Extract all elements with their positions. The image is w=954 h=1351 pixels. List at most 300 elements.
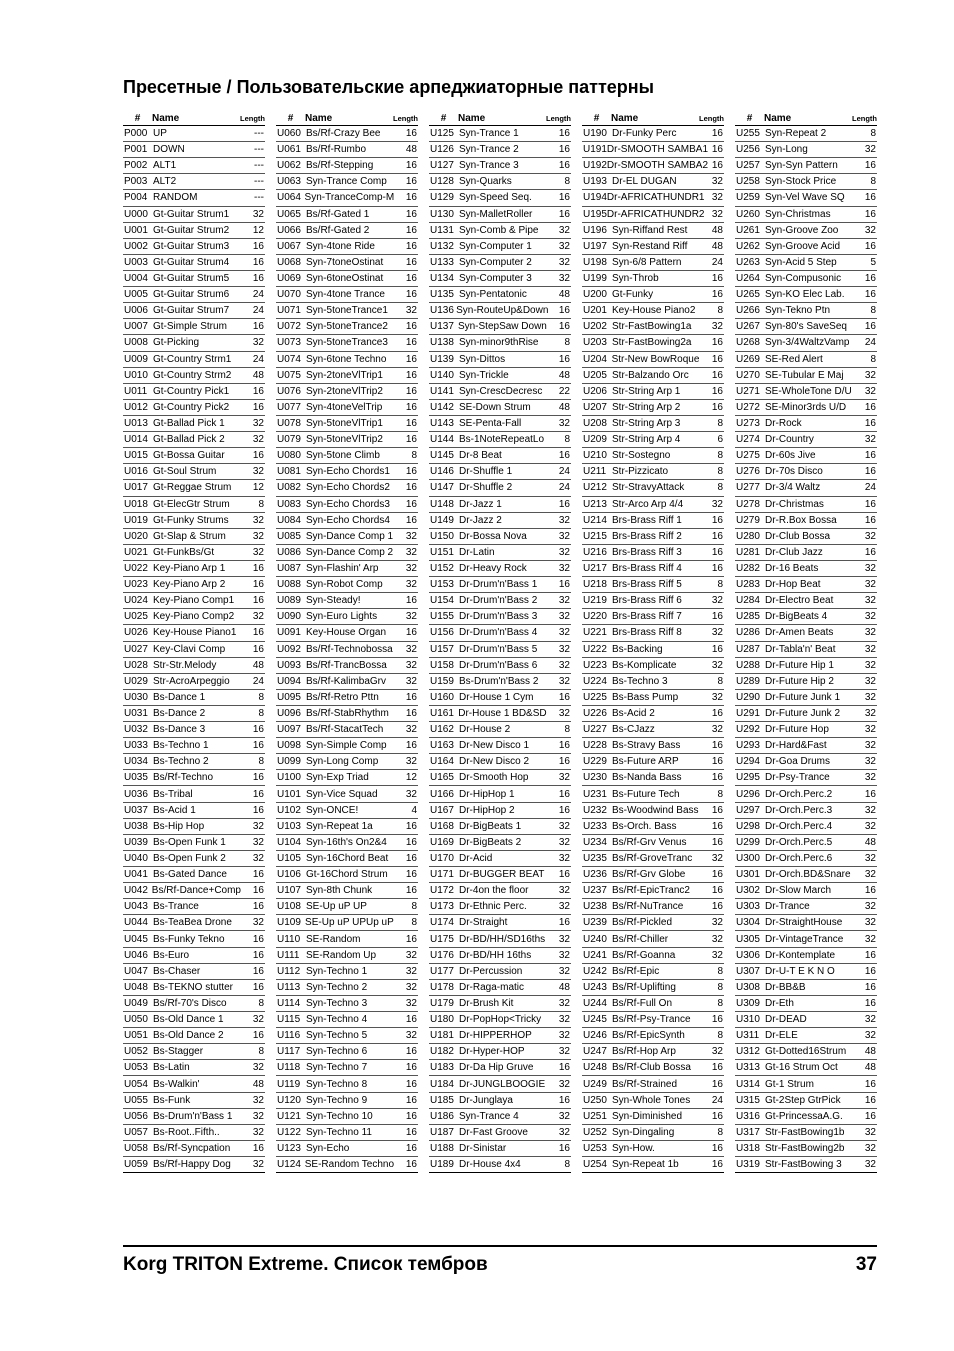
pattern-length: 24	[252, 675, 264, 687]
pattern-name: Bs-Open Funk 2	[153, 852, 226, 864]
pattern-number: U087	[277, 563, 301, 574]
pattern-name: Dr-Latin	[459, 546, 495, 558]
table-row	[276, 239, 418, 255]
table-row	[582, 384, 724, 400]
pattern-number: U084	[277, 514, 301, 526]
pattern-number: U181	[430, 1030, 454, 1042]
pattern-number: U194	[583, 192, 607, 204]
pattern-name: Dr-60s Jive	[765, 450, 816, 462]
table-row	[582, 658, 724, 674]
pattern-number: U116	[277, 1030, 301, 1042]
header-name: Name	[458, 113, 486, 124]
pattern-length: 16	[405, 401, 417, 413]
table-row	[276, 658, 418, 674]
pattern-name: Dr-BUGGER BEAT	[459, 869, 545, 881]
pattern-name: Syn-Computer 1	[459, 240, 532, 252]
pattern-table-3	[429, 109, 571, 1173]
pattern-number: U056	[124, 1110, 148, 1122]
pattern-number: U097	[277, 724, 301, 736]
table-row	[429, 1109, 571, 1125]
pattern-number: U227	[583, 724, 607, 736]
table-row	[582, 1028, 724, 1044]
pattern-length: 16	[711, 707, 723, 719]
table-row	[735, 352, 877, 368]
table-row	[582, 642, 724, 658]
pattern-name: Bs/Rf-NuTrance	[612, 901, 684, 913]
pattern-name: Syn-2toneVlTrip2	[306, 385, 383, 397]
pattern-number: U287	[736, 643, 760, 655]
pattern-number: U160	[430, 691, 454, 703]
pattern-length: 16	[252, 981, 264, 993]
table-row	[276, 432, 418, 448]
pattern-number: U060	[277, 128, 301, 140]
pattern-name: Syn-Tekno Ptn	[765, 305, 831, 317]
table-row	[429, 642, 571, 658]
pattern-number: U001	[124, 224, 148, 236]
pattern-length: 32	[558, 852, 570, 864]
table-row	[276, 223, 418, 239]
pattern-length: 4	[411, 804, 417, 816]
pattern-name: Syn-Riffand Rest	[612, 224, 688, 236]
table-row	[735, 803, 877, 819]
pattern-length: 32	[405, 1030, 417, 1042]
pattern-length: 32	[558, 418, 570, 430]
pattern-length: 32	[864, 820, 876, 832]
pattern-name: Bs-Euro	[153, 949, 190, 961]
pattern-length: 16	[558, 804, 570, 816]
pattern-length: 16	[405, 1046, 417, 1058]
pattern-number: U218	[583, 579, 607, 591]
pattern-name: Bs-1NoteRepeatLo	[459, 434, 545, 446]
pattern-name: Syn-Compusonic	[765, 273, 842, 285]
table-row	[735, 1141, 877, 1157]
table-row	[735, 158, 877, 174]
pattern-length: 16	[558, 579, 570, 591]
pattern-name: Bs-Acid 1	[153, 804, 196, 816]
pattern-length: 32	[864, 917, 876, 929]
pattern-length: 16	[252, 949, 264, 961]
pattern-name: Dr-Future Hop	[765, 724, 829, 736]
pattern-length: 32	[405, 579, 417, 591]
pattern-length: 32	[405, 611, 417, 623]
table-row	[429, 207, 571, 223]
table-row	[276, 174, 418, 190]
pattern-number: U251	[583, 1110, 607, 1122]
table-row	[276, 190, 418, 206]
table-row	[735, 706, 877, 722]
pattern-name: Bs-Latin	[153, 1062, 190, 1074]
pattern-number: U186	[430, 1110, 454, 1122]
pattern-number: U297	[736, 804, 760, 816]
pattern-name: Brs-Brass Riff 2	[612, 530, 682, 542]
pattern-number: U309	[736, 997, 760, 1009]
pattern-length: 32	[711, 208, 723, 220]
pattern-number: U038	[124, 820, 148, 832]
pattern-number: U138	[430, 337, 454, 349]
pattern-name: Dr-AFRICATHUNDR2	[606, 208, 705, 220]
pattern-length: ---	[254, 192, 264, 204]
pattern-length: 48	[558, 289, 570, 301]
pattern-length: 16	[405, 418, 417, 430]
table-row	[735, 480, 877, 496]
pattern-name: Syn-How.	[612, 1142, 655, 1154]
pattern-number: U105	[277, 852, 301, 864]
pattern-number: U009	[124, 353, 148, 365]
pattern-name: Syn-Flashin' Arp	[306, 563, 379, 574]
pattern-number: U031	[124, 707, 148, 719]
pattern-number: U090	[277, 611, 301, 623]
pattern-number: U008	[124, 337, 148, 349]
table-row	[123, 174, 265, 190]
footer-title: Korg TRITON Extreme. Список тембров	[123, 1254, 488, 1275]
pattern-number: U157	[430, 643, 454, 655]
table-row	[735, 835, 877, 851]
pattern-length: 32	[558, 1030, 570, 1042]
table-row	[582, 1093, 724, 1109]
pattern-name: Syn-MalletRoller	[459, 208, 533, 220]
pattern-length: 32	[405, 965, 417, 977]
pattern-length: 16	[252, 595, 264, 607]
pattern-name: Syn-Acid 5 Step	[765, 256, 837, 268]
pattern-name: Dr-Drum'n'Bass 6	[459, 659, 538, 671]
table-row	[429, 593, 571, 609]
table-row	[429, 786, 571, 802]
table-row	[735, 255, 877, 271]
table-row	[429, 577, 571, 593]
pattern-number: U155	[430, 611, 454, 623]
pattern-length: 16	[711, 289, 723, 301]
pattern-length: 32	[711, 691, 723, 703]
pattern-length: 32	[864, 530, 876, 542]
pattern-name: Syn-Echo	[306, 1142, 350, 1154]
pattern-length: 32	[558, 563, 570, 574]
table-row	[123, 400, 265, 416]
pattern-name: Dr-Heavy Rock	[459, 563, 527, 574]
pattern-number: U170	[430, 852, 454, 864]
pattern-number: U069	[277, 273, 301, 285]
table-row	[735, 964, 877, 980]
table-row	[276, 819, 418, 835]
pattern-length: 24	[252, 353, 264, 365]
pattern-length: 12	[252, 224, 264, 236]
pattern-length: 16	[252, 901, 264, 913]
pattern-length: 16	[864, 965, 876, 977]
pattern-number: U230	[583, 772, 607, 784]
pattern-length: 16	[711, 353, 723, 365]
pattern-number: U133	[430, 256, 454, 268]
pattern-number: U014	[124, 434, 148, 446]
table-row	[123, 1076, 265, 1092]
pattern-number: U182	[430, 1046, 454, 1058]
table-row	[276, 754, 418, 770]
pattern-number: U132	[430, 240, 454, 252]
pattern-number: U023	[124, 579, 148, 591]
pattern-length: 48	[711, 224, 723, 236]
table-row	[276, 996, 418, 1012]
pattern-length: 16	[252, 579, 264, 591]
pattern-length: 16	[864, 788, 876, 800]
pattern-length: 32	[558, 256, 570, 268]
table-row	[123, 480, 265, 496]
pattern-name: Dr-HIPPERHOP	[459, 1030, 532, 1042]
pattern-name: Syn-Pentatonic	[459, 289, 527, 301]
pattern-number: U047	[124, 965, 148, 977]
pattern-length: 32	[864, 691, 876, 703]
pattern-name: Dr-Funky Perc	[612, 128, 677, 140]
table-row	[123, 948, 265, 964]
pattern-length: 16	[405, 176, 417, 188]
pattern-number: U285	[736, 611, 760, 623]
pattern-number: U303	[736, 901, 760, 913]
pattern-length: 32	[558, 530, 570, 542]
table-row	[735, 738, 877, 754]
table-row	[276, 722, 418, 738]
pattern-number: U276	[736, 466, 760, 478]
pattern-name: Dr-U-T E K N O	[765, 965, 835, 977]
pattern-name: Gt-Simple Strum	[153, 321, 227, 333]
pattern-length: 32	[864, 901, 876, 913]
pattern-number: U000	[124, 208, 148, 220]
pattern-name: Bs/Rf-TrancBossa	[306, 659, 387, 671]
pattern-number: U095	[277, 691, 301, 703]
pattern-name: Dr-Tabla'n' Beat	[765, 643, 836, 655]
pattern-name: Dr-Da Hip Gruve	[459, 1062, 534, 1074]
table-row	[735, 239, 877, 255]
pattern-name: Key-Piano Comp1	[153, 595, 235, 607]
pattern-length: 16	[558, 1142, 570, 1154]
table-row	[735, 432, 877, 448]
table-row	[735, 464, 877, 480]
pattern-length: 24	[711, 256, 723, 268]
table-row	[123, 1012, 265, 1028]
table-row	[582, 754, 724, 770]
pattern-name: SE-Tubular E Maj	[765, 369, 844, 381]
pattern-number: U101	[277, 788, 301, 800]
pattern-name: Syn-Echo Chords4	[306, 514, 390, 526]
pattern-name: Bs-Funky Tekno	[153, 933, 225, 945]
pattern-name: Bs-Walkin'	[153, 1078, 200, 1090]
pattern-number: U113	[277, 981, 301, 993]
table-row	[735, 1044, 877, 1060]
pattern-length: 16	[252, 385, 264, 397]
pattern-number: U192	[583, 160, 607, 172]
pattern-name: Bs-Techno 1	[153, 740, 209, 752]
table-row	[429, 271, 571, 287]
pattern-number: U054	[124, 1078, 148, 1090]
pattern-number: U114	[277, 997, 301, 1009]
table-row	[123, 319, 265, 335]
pattern-name: Dr-Orch.Perc.6	[765, 852, 833, 864]
table-row	[582, 964, 724, 980]
pattern-name: Syn-16Chord Beat	[306, 852, 389, 864]
header-name: Name	[611, 113, 639, 124]
table-row	[429, 1044, 571, 1060]
pattern-length: 32	[558, 885, 570, 897]
pattern-length: 16	[711, 836, 723, 848]
pattern-name: Syn-Dingaling	[612, 1126, 675, 1138]
table-row	[582, 835, 724, 851]
table-row	[123, 190, 265, 206]
table-row	[582, 335, 724, 351]
table-row	[429, 835, 571, 851]
table-row	[123, 867, 265, 883]
pattern-number: P000	[124, 128, 148, 140]
pattern-number: U190	[583, 128, 607, 140]
table-row	[735, 674, 877, 690]
pattern-name: Syn-Euro Lights	[306, 611, 378, 623]
table-row	[735, 1076, 877, 1092]
pattern-name: Syn-16th's On2&4	[306, 836, 387, 848]
table-row	[276, 529, 418, 545]
pattern-number: U254	[583, 1159, 607, 1171]
pattern-number: U076	[277, 385, 301, 397]
table-row	[276, 1028, 418, 1044]
pattern-length: 16	[864, 321, 876, 333]
pattern-number: U202	[583, 321, 607, 333]
pattern-name: Syn-80's SaveSeq	[765, 321, 847, 333]
table-row	[429, 319, 571, 335]
pattern-name: Bs/Rf-Rumbo	[306, 144, 367, 156]
pattern-number: U172	[430, 885, 454, 897]
pattern-number: U236	[583, 869, 607, 881]
pattern-number: U037	[124, 804, 148, 816]
table-row	[735, 642, 877, 658]
table-row	[276, 1093, 418, 1109]
pattern-name: Bs-Funk	[153, 1094, 191, 1106]
pattern-number: U229	[583, 756, 607, 768]
pattern-length: 8	[870, 305, 876, 317]
pattern-number: U269	[736, 353, 760, 365]
table-header	[429, 109, 571, 126]
pattern-name: Dr-Raga-matic	[459, 981, 525, 993]
pattern-length: 8	[717, 1030, 723, 1042]
pattern-name: Dr-Rock	[765, 418, 802, 430]
pattern-number: U168	[430, 820, 454, 832]
pattern-number: U022	[124, 563, 148, 574]
pattern-name: Syn-2toneVlTrip1	[306, 369, 383, 381]
pattern-number: U064	[277, 192, 301, 204]
table-row	[123, 384, 265, 400]
pattern-length: 32	[864, 1030, 876, 1042]
pattern-name: Dr-Amen Beats	[765, 627, 834, 639]
pattern-name: Bs-Future Tech	[612, 788, 680, 800]
pattern-length: 16	[864, 885, 876, 897]
pattern-table-2	[276, 109, 418, 1173]
table-row	[123, 287, 265, 303]
pattern-name: Dr-StraightHouse	[765, 917, 843, 929]
table-row	[429, 400, 571, 416]
table-row	[429, 867, 571, 883]
pattern-number: U223	[583, 659, 607, 671]
pattern-name: Gt-Funky Strums	[153, 514, 229, 526]
table-row	[735, 1125, 877, 1141]
pattern-number: U216	[583, 546, 607, 558]
table-row	[429, 899, 571, 915]
pattern-length: 16	[711, 514, 723, 526]
table-row	[429, 174, 571, 190]
pattern-name: Gt-Country Pick1	[153, 385, 230, 397]
pattern-length: 16	[405, 514, 417, 526]
pattern-name: Dr-BigBeats 1	[459, 820, 522, 832]
pattern-name: Dr-Drum'n'Bass 2	[459, 595, 538, 607]
pattern-length: 16	[405, 369, 417, 381]
table-row	[429, 770, 571, 786]
pattern-length: 32	[864, 659, 876, 671]
table-row	[582, 352, 724, 368]
table-row	[123, 803, 265, 819]
pattern-number: U317	[736, 1126, 760, 1138]
pattern-number: U257	[736, 160, 760, 172]
pattern-name: Dr-Percussion	[459, 965, 523, 977]
pattern-name: Syn-Echo Chords3	[306, 498, 390, 510]
pattern-number: U142	[430, 401, 454, 413]
table-row	[276, 642, 418, 658]
pattern-number: U179	[430, 997, 454, 1009]
pattern-number: U252	[583, 1126, 607, 1138]
pattern-name: Syn-4tone Trance	[306, 289, 385, 301]
pattern-name: UP	[153, 128, 167, 140]
pattern-name: Bs-Future ARP	[612, 756, 679, 768]
pattern-number: U187	[430, 1126, 454, 1138]
pattern-length: 32	[252, 1062, 264, 1074]
pattern-number: U034	[124, 756, 148, 768]
pattern-name: Gt-2Step GtrPick	[765, 1094, 841, 1106]
pattern-number: U302	[736, 885, 760, 897]
pattern-name: Key-House Piano1	[153, 627, 237, 639]
pattern-name: Dr-BD/HH 16ths	[459, 949, 532, 961]
pattern-number: U161	[430, 707, 454, 719]
table-row	[123, 964, 265, 980]
pattern-length: 16	[252, 240, 264, 252]
pattern-name: Gt-Guitar Strum1	[153, 208, 230, 220]
pattern-number: U059	[124, 1159, 148, 1171]
pattern-number: U011	[124, 385, 148, 397]
pattern-length: 32	[864, 740, 876, 752]
pattern-name: Syn-Dance Comp 1	[305, 530, 394, 542]
pattern-length: 16	[711, 530, 723, 542]
pattern-name: Syn-Trance Comp	[306, 176, 387, 188]
pattern-length: 32	[864, 707, 876, 719]
pattern-length: 32	[558, 1014, 570, 1026]
table-row	[276, 674, 418, 690]
table-row	[735, 577, 877, 593]
table-row	[735, 287, 877, 303]
table-row	[123, 448, 265, 464]
pattern-name: Bs-Stravy Bass	[612, 740, 681, 752]
table-row	[123, 1141, 265, 1157]
pattern-number: U003	[124, 256, 148, 268]
pattern-number: U058	[124, 1142, 148, 1154]
table-row	[582, 513, 724, 529]
pattern-name: Bs/Rf-Uplifting	[612, 981, 676, 993]
table-row	[735, 770, 877, 786]
pattern-name: Gt-Guitar Strum4	[153, 256, 230, 268]
pattern-name: Dr-BigBeats 4	[765, 611, 828, 623]
table-row	[276, 1044, 418, 1060]
table-row	[429, 1141, 571, 1157]
pattern-length: 48	[711, 240, 723, 252]
pattern-length: ---	[254, 128, 264, 140]
pattern-table-4	[582, 109, 724, 1173]
pattern-length: 16	[405, 1142, 417, 1154]
table-row	[429, 190, 571, 206]
table-row	[582, 480, 724, 496]
pattern-number: U185	[430, 1094, 454, 1106]
table-row	[582, 207, 724, 223]
pattern-name: Bs/Rf-GroveTranc	[612, 852, 693, 864]
pattern-name: Bs/Rf-Techno	[153, 772, 214, 784]
pattern-name: Dr-Future Hip 2	[765, 675, 834, 687]
